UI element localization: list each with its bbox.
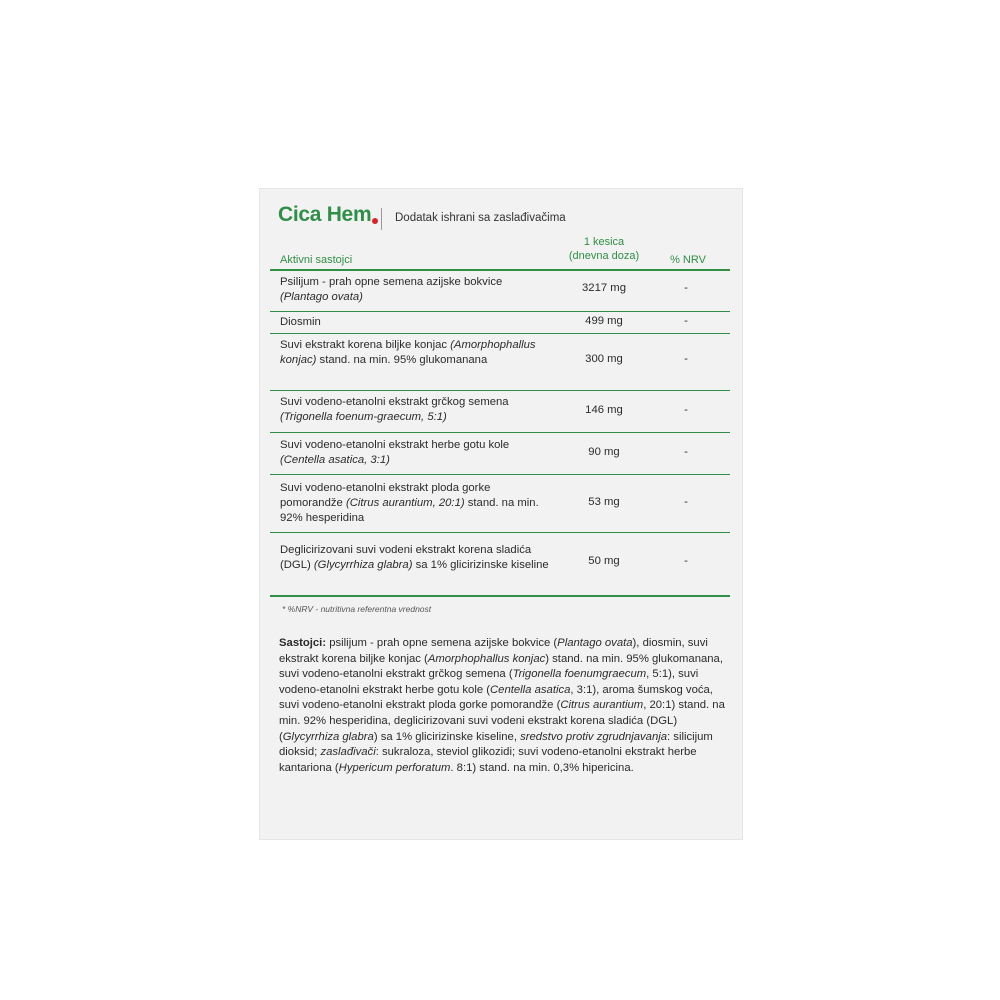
table-row-ingredient: Suvi vodeno-etanolni ekstrakt herbe gotu kole (Centella asatica, 3:1) [280, 439, 510, 466]
table-row-ingredient: Deglicirizovani suvi vodeni ekstrakt korena sladića (DGL) (Glycyrrhiza glabra) sa 1% glicirizinske kiseline [280, 544, 549, 571]
brand-divider [381, 208, 382, 230]
table-row-nrv: - [684, 404, 688, 416]
table-row-dose: 50 mg [588, 555, 620, 567]
row-divider [270, 532, 730, 533]
row-divider [270, 432, 730, 433]
row-divider [270, 333, 730, 334]
table-row-dose: 146 mg [585, 404, 623, 416]
row-divider [270, 390, 730, 391]
table-row-nrv: - [684, 315, 688, 327]
table-row-ingredient: Suvi vodeno-etanolni ekstrakt ploda gorke pomorandže (Citrus aurantium, 20:1) stand. na min. 92% hesperidina [280, 482, 539, 524]
table-header-rule [270, 269, 730, 271]
header-dose-line1: 1 kesica [583, 236, 625, 248]
table-bottom-rule [270, 595, 730, 597]
table-row-nrv: - [684, 496, 688, 508]
table-row-dose: 499 mg [585, 315, 623, 327]
row-divider [270, 311, 730, 312]
table-row-ingredient: Suvi ekstrakt korena biljke konjac (Amorphophallus konjac) stand. na min. 95% glukomanana [280, 339, 536, 366]
brand-dot [372, 218, 378, 224]
row-divider [270, 474, 730, 475]
brand-logo: Cica Hem [278, 203, 378, 227]
table-row-ingredient: Diosmin [280, 316, 321, 328]
table-row-dose: 300 mg [585, 353, 623, 365]
table-row-dose: 53 mg [588, 496, 620, 508]
header-daily-dose [552, 235, 656, 263]
table-row-nrv: - [684, 446, 688, 458]
table-row-ingredient: Psilijum - prah opne semena azijske bokvice (Plantago ovata) [280, 276, 503, 303]
ingredients-paragraph: Sastojci: psilijum - prah opne semena azijske bokvice (Plantago ovata), diosmin, suvi ekstrakt korena biljke konjac (Amorphophallus konjac) stand. na min. 95% glukomanana, suvi vodeno-etanolni ekstrakt grčkog semena (Trigonella foenumgraecum, 5:1), suvi vodeno-etanolni ekstrakt herbe gotu kole (Centella asatica, 3:1), aroma šumskog voća, suvi vodeno-etanolni ekstrakt ploda gorke pomorandže (Citrus aurantium, 20:1) stand. na min. 92% hesperidina, deglicirizovani suvi vodeni ekstrakt korena sladića (DGL) (Glycyrrhiza glabra) sa 1% glicirizinske kiseline, sredstvo protiv zgrudnjavanja: silicijum dioksid; zaslađivači: sukraloza, steviol glikozidi; suvi vodeno-etanolni ekstrakt herbe kantariona (Hypericum perforatum. 8:1) stand. na min. 0,3% hipericina. [279, 637, 725, 774]
header-active-ingredients: Aktivni sastojci [280, 254, 353, 266]
table-row-nrv: - [684, 282, 688, 294]
table-row-dose: 90 mg [588, 446, 620, 458]
table-row-nrv: - [684, 353, 688, 365]
header-nrv: % NRV [670, 254, 706, 266]
product-subtitle: Dodatak ishrani sa zaslađivačima [395, 212, 566, 224]
nrv-footnote: * %NRV - nutritivna referentna vrednost [282, 604, 432, 614]
table-row-dose: 3217 mg [582, 282, 626, 294]
table-row-ingredient: Suvi vodeno-etanolni ekstrakt grčkog semena (Trigonella foenum-graecum, 5:1) [280, 396, 509, 423]
header-dose-line2: (dnevna doza) [568, 250, 640, 262]
table-row-nrv: - [684, 555, 688, 567]
